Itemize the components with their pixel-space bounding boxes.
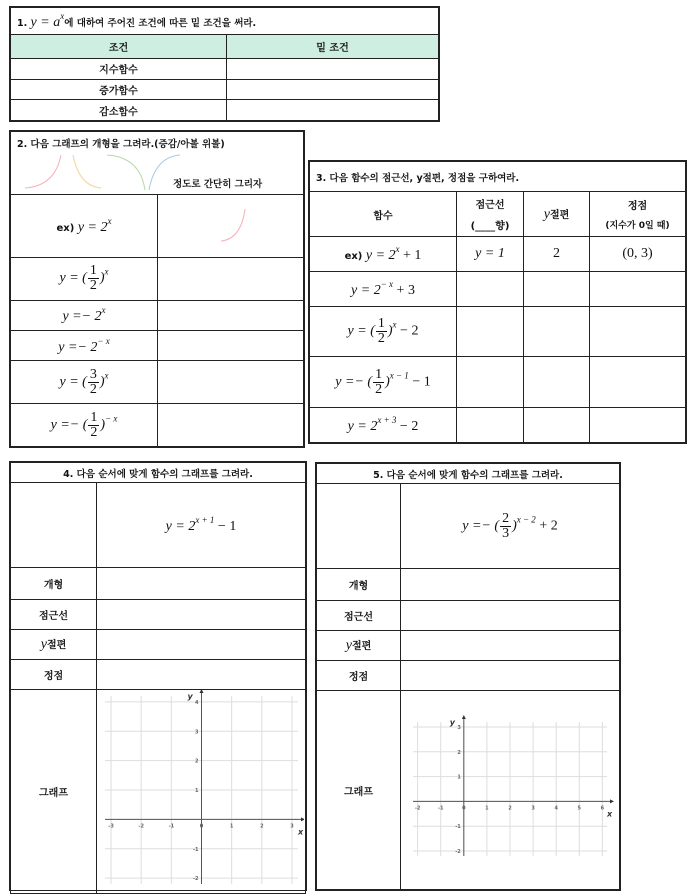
label-y-intercept: y절편 bbox=[317, 631, 401, 661]
header-y-intercept: y절편 bbox=[524, 192, 590, 237]
graph-cell[interactable] bbox=[97, 690, 306, 894]
answer-cell[interactable] bbox=[401, 631, 620, 661]
section-5 bbox=[315, 462, 621, 891]
y-tick-label: 2 bbox=[194, 758, 198, 765]
sketch-cell[interactable] bbox=[158, 300, 304, 330]
y-intercept-cell[interactable] bbox=[524, 272, 590, 307]
fixed-point-cell[interactable] bbox=[590, 272, 686, 307]
function-cell: $y =- 2^x$ bbox=[11, 300, 158, 330]
x-tick-label: 2 bbox=[259, 823, 264, 830]
section-1 bbox=[9, 6, 440, 122]
label-shape: 개형 bbox=[317, 569, 401, 601]
answer-cell[interactable] bbox=[401, 569, 620, 601]
answer-cell[interactable] bbox=[97, 630, 306, 660]
y-tick-label: -1 bbox=[455, 823, 461, 830]
section-3 bbox=[308, 160, 687, 444]
y-intercept-cell: 2 bbox=[524, 237, 590, 272]
answer-cell[interactable] bbox=[97, 660, 306, 690]
coordinate-grid[interactable] bbox=[99, 690, 304, 890]
x-axis-arrow-icon bbox=[610, 799, 614, 803]
label-asymptote: 점근선 bbox=[11, 600, 97, 630]
y-tick-label: 1 bbox=[194, 788, 198, 794]
asymptote-cell[interactable] bbox=[457, 307, 524, 357]
x-tick-label: 0 bbox=[199, 823, 203, 830]
x-tick-label: -1 bbox=[168, 823, 174, 830]
y-tick-label: 1 bbox=[457, 774, 461, 781]
blank-cell bbox=[11, 483, 97, 568]
fixed-point-cell[interactable] bbox=[590, 357, 686, 407]
section-1-title: 1. $y = a^x$에 대하여 주어진 조건에 따른 밑 조건을 써라. bbox=[11, 8, 439, 35]
x-axis-label: x bbox=[607, 808, 613, 818]
y-axis-arrow-icon bbox=[199, 690, 203, 693]
sketch-cell[interactable] bbox=[158, 361, 304, 404]
y-intercept-cell[interactable] bbox=[524, 307, 590, 357]
x-tick-label: -3 bbox=[107, 823, 114, 830]
graph-cell[interactable] bbox=[401, 691, 620, 890]
section-5-title: 5. 다음 순서에 맞게 함수의 그래프를 그려라. bbox=[317, 464, 620, 484]
y-axis-label: y bbox=[449, 717, 456, 727]
x-tick-label: 6 bbox=[600, 804, 605, 811]
x-tick-label: -1 bbox=[437, 804, 444, 811]
answer-cell[interactable] bbox=[227, 100, 439, 121]
fixed-point-cell: (0, 3) bbox=[590, 237, 686, 272]
label-shape: 개형 bbox=[11, 568, 97, 600]
header-function: 함수 bbox=[310, 192, 457, 237]
x-tick-label: 3 bbox=[531, 804, 535, 811]
section-2-header bbox=[11, 132, 304, 195]
y-intercept-cell[interactable] bbox=[524, 357, 590, 407]
function-cell: $y = 2^{x + 1} - 1$ bbox=[97, 483, 306, 568]
answer-cell[interactable] bbox=[401, 601, 620, 631]
x-tick-label: 4 bbox=[554, 804, 558, 811]
x-tick-label: 3 bbox=[289, 823, 294, 830]
y-tick-label: -1 bbox=[192, 846, 198, 853]
y-axis-arrow-icon bbox=[462, 715, 466, 719]
y-tick-label: 4 bbox=[194, 699, 198, 706]
row-label: 증가함수 bbox=[11, 79, 227, 100]
function-cell: y =− ( $\frac{1}{2}$ )$^{x - 1}$ − 1 bbox=[310, 357, 457, 407]
row-label: 지수함수 bbox=[11, 59, 227, 80]
y-tick-label: 3 bbox=[194, 729, 198, 736]
x-axis-arrow-icon bbox=[301, 817, 304, 821]
asymptote-cell[interactable] bbox=[457, 357, 524, 407]
answer-cell[interactable] bbox=[97, 600, 306, 630]
x-tick-label: 1 bbox=[229, 823, 233, 830]
section-2-hint: 정도로 간단히 그리자 bbox=[173, 179, 263, 190]
y-tick-label: -2 bbox=[192, 876, 198, 883]
answer-cell[interactable] bbox=[227, 79, 439, 100]
answer-cell[interactable] bbox=[97, 568, 306, 600]
y-tick-label: 3 bbox=[457, 724, 461, 731]
function-cell: ex) $y = 2^x$ bbox=[11, 195, 158, 258]
header-asymptote: 점근선 (____향) bbox=[457, 192, 524, 237]
label-graph: 그래프 bbox=[11, 690, 97, 894]
asymptote-cell[interactable] bbox=[457, 407, 524, 442]
coordinate-grid[interactable] bbox=[405, 714, 615, 864]
section-2 bbox=[9, 130, 305, 448]
sketch-cell[interactable] bbox=[158, 331, 304, 361]
label-fixed-point: 정점 bbox=[317, 661, 401, 691]
section-4 bbox=[9, 461, 307, 891]
x-axis-label: x bbox=[297, 827, 303, 837]
example-curves-icon bbox=[15, 152, 185, 192]
function-cell: y =− ( $\frac{2}{3}$ )$^{x - 2}$ + 2 bbox=[401, 484, 620, 569]
section-2-title: 2. 다음 그래프의 개형을 그려라.(증감/아볼 위볼) bbox=[17, 139, 225, 150]
function-cell: y = ( $\frac{1}{2}$ )$^x$ − 2 bbox=[310, 307, 457, 357]
row-label: 감소함수 bbox=[11, 100, 227, 121]
function-cell: y = ( $\frac{3}{2}$ )$^x$ bbox=[11, 361, 158, 404]
example-sketch-curve bbox=[201, 205, 261, 245]
function-cell: ex) $y = 2^x + 1$ bbox=[310, 237, 457, 272]
function-cell: $y = 2^{- x} + 3$ bbox=[310, 272, 457, 307]
section-4-title: 4. 다음 순서에 맞게 함수의 그래프를 그려라. bbox=[11, 463, 306, 483]
label-fixed-point: 정점 bbox=[11, 660, 97, 690]
function-cell: y = ( $\frac{1}{2}$ )$^x$ bbox=[11, 258, 158, 301]
y-axis-label: y bbox=[187, 692, 193, 701]
y-intercept-cell[interactable] bbox=[524, 407, 590, 442]
x-tick-label: 5 bbox=[577, 804, 582, 811]
label-y-intercept: y절편 bbox=[11, 630, 97, 660]
sketch-cell[interactable] bbox=[158, 195, 304, 258]
sketch-cell[interactable] bbox=[158, 404, 304, 447]
x-tick-label: 1 bbox=[485, 804, 489, 811]
x-tick-label: 2 bbox=[508, 804, 512, 811]
fixed-point-cell[interactable] bbox=[590, 307, 686, 357]
y-tick-label: 2 bbox=[457, 749, 461, 756]
sketch-cell[interactable] bbox=[158, 258, 304, 301]
function-cell: y =− ( $\frac{1}{2}$ )$^{- x}$ bbox=[11, 404, 158, 447]
x-tick-label: -2 bbox=[414, 804, 421, 811]
blank-cell bbox=[317, 484, 401, 569]
answer-cell[interactable] bbox=[227, 59, 439, 80]
label-graph: 그래프 bbox=[317, 691, 401, 890]
header-base-condition: 밑 조건 bbox=[227, 35, 439, 59]
asymptote-cell[interactable] bbox=[457, 272, 524, 307]
function-cell: $y = 2^{x + 3} - 2$ bbox=[310, 407, 457, 442]
answer-cell[interactable] bbox=[401, 661, 620, 691]
label-asymptote: 점근선 bbox=[317, 601, 401, 631]
x-tick-label: 0 bbox=[462, 804, 466, 811]
header-fixed-point: 정점 (지수가 0일 때) bbox=[590, 192, 686, 237]
header-condition: 조건 bbox=[11, 35, 227, 59]
x-tick-label: -2 bbox=[137, 823, 144, 830]
section-3-title: 3. 다음 함수의 점근선, y절편, 정점을 구하여라. bbox=[310, 162, 686, 192]
function-cell: $y =- 2^{- x}$ bbox=[11, 331, 158, 361]
asymptote-cell: y = 1 bbox=[457, 237, 524, 272]
y-tick-label: -2 bbox=[455, 848, 461, 855]
fixed-point-cell[interactable] bbox=[590, 407, 686, 442]
